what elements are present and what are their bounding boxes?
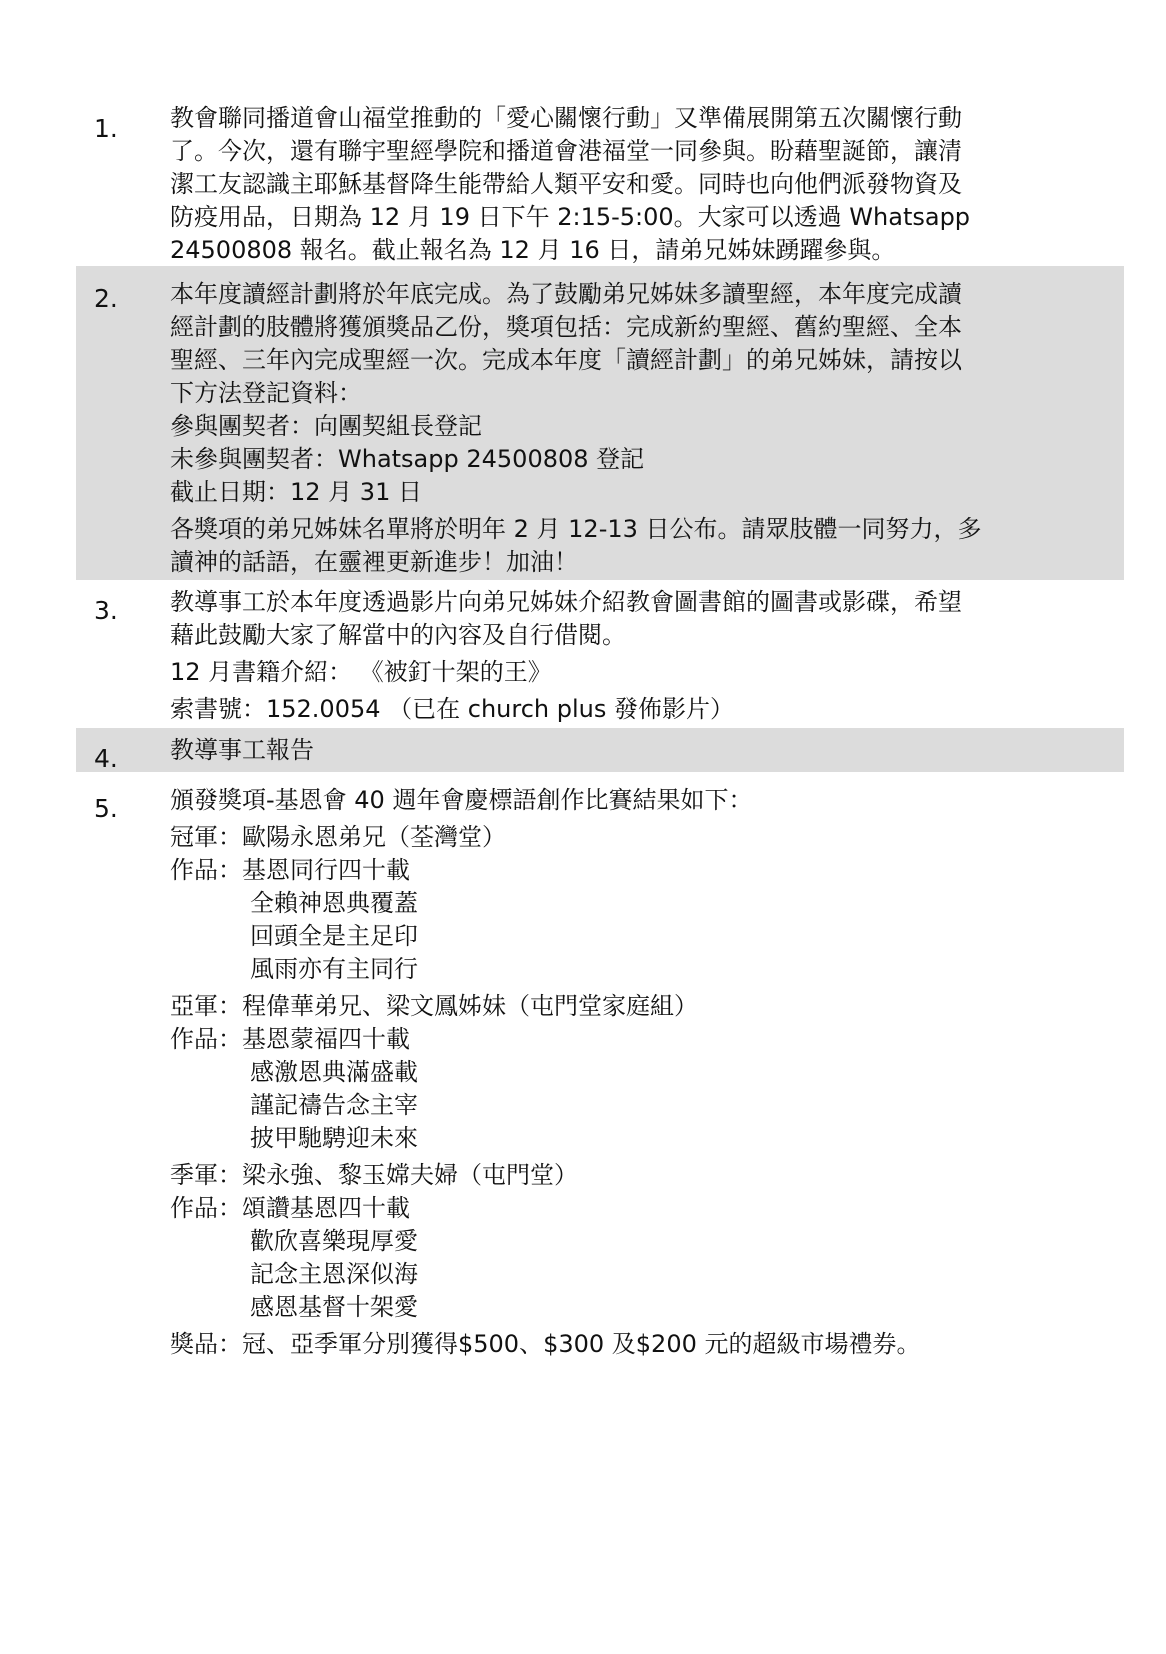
announcement-item-2 — [76, 266, 1124, 580]
item-number: 5. — [94, 794, 118, 823]
slogan-line: 感恩基督十架愛 — [250, 1293, 418, 1321]
text-line: 了。今次，還有聯宇聖經學院和播道會港福堂一同參與。盼藉聖誕節，讓清 — [170, 137, 962, 165]
winner-work-second — [170, 1023, 1110, 1056]
call-number-line: 索書號：152.0054 （已在 church plus 發佈影片） — [170, 695, 735, 723]
item-number: 4. — [94, 744, 118, 773]
announcement-item-3 — [76, 580, 1124, 728]
item-number: 2. — [94, 284, 118, 313]
prize-line: 獎品：冠、亞季軍分別獲得$500、$300 及$200 元的超級市場禮券。 — [170, 1330, 921, 1358]
text-line: 經計劃的肢體將獲頒獎品乙份，獎項包括：完成新約聖經、舊約聖經、全本 — [170, 313, 962, 341]
announcement-item-4 — [76, 728, 1124, 772]
item-body — [170, 784, 1110, 1361]
slogan-line: 披甲馳騁迎未來 — [250, 1124, 418, 1152]
slogan-line: 歡欣喜樂現厚愛 — [250, 1227, 418, 1255]
slogan-line: 謹記禱告念主宰 — [250, 1091, 418, 1119]
work-label: 作品： — [170, 1025, 242, 1053]
text-line: 下方法登記資料： — [170, 379, 362, 407]
slogan-line: 記念主恩深似海 — [250, 1260, 418, 1288]
slogan-line: 回頭全是主足印 — [250, 922, 418, 950]
winner-work-third — [170, 1192, 1110, 1225]
announcement-item-1 — [76, 102, 1124, 266]
text-line: 防疫用品，日期為 12 月 19 日下午 2:15-5:00。大家可以透過 Whatsapp — [170, 203, 971, 231]
item-number: 1. — [94, 114, 118, 143]
registration-line: 參與團契者：向團契組長登記 — [170, 412, 482, 440]
book-intro-line: 12 月書籍介紹： 《被釘十架的王》 — [170, 658, 552, 686]
text-line: 聖經、三年內完成聖經一次。完成本年度「讀經計劃」的弟兄姊妹，請按以 — [170, 346, 962, 374]
text-line: 藉此鼓勵大家了解當中的內容及自行借閱。 — [170, 621, 626, 649]
text-line: 本年度讀經計劃將於年底完成。為了鼓勵弟兄姊妹多讀聖經，本年度完成讀 — [170, 280, 962, 308]
item-body — [170, 586, 1110, 726]
registration-line: 未參與團契者：Whatsapp 24500808 登記 — [170, 445, 645, 473]
slogan-line: 風雨亦有主同行 — [250, 955, 418, 983]
work-label: 作品： — [170, 856, 242, 884]
winner-title-first: 冠軍：歐陽永恩弟兄（荃灣堂） — [170, 823, 506, 851]
closing-line: 各獎項的弟兄姊妹名單將於明年 2 月 12-13 日公布。請眾肢體一同努力，多 — [170, 515, 982, 543]
contest-intro: 頒發獎項-基恩會 40 週年會慶標語創作比賽結果如下： — [170, 786, 753, 814]
deadline-line: 截止日期：12 月 31 日 — [170, 478, 422, 506]
text-line: 教會聯同播道會山福堂推動的「愛心關懷行動」又準備展開第五次關懷行動 — [170, 104, 962, 132]
announcement-item-5 — [76, 784, 1124, 1374]
item-number: 3. — [94, 596, 118, 625]
slogan-line: 頌讚基恩四十載 — [242, 1194, 410, 1222]
item-body — [170, 278, 1110, 579]
work-label: 作品： — [170, 1194, 242, 1222]
item-body — [170, 102, 1110, 267]
winner-work-first — [170, 854, 1110, 887]
slogan-line: 感激恩典滿盛載 — [250, 1058, 418, 1086]
winner-title-second: 亞軍：程偉華弟兄、梁文鳳姊妹（屯門堂家庭組） — [170, 992, 698, 1020]
text-line: 24500808 報名。截止報名為 12 月 16 日，請弟兄姊妹踴躍參與。 — [170, 236, 896, 264]
closing-line: 讀神的話語，在靈裡更新進步！加油！ — [170, 548, 578, 576]
slogan-line: 基恩同行四十載 — [242, 856, 410, 884]
text-line: 教導事工報告 — [170, 736, 314, 764]
winner-title-third: 季軍：梁永強、黎玉嫦夫婦（屯門堂） — [170, 1161, 578, 1189]
slogan-line: 全賴神恩典覆蓋 — [250, 889, 418, 917]
text-line: 潔工友認識主耶穌基督降生能帶給人類平安和愛。同時也向他們派發物資及 — [170, 170, 962, 198]
item-body — [170, 734, 1110, 767]
slogan-line: 基恩蒙福四十載 — [242, 1025, 410, 1053]
text-line: 教導事工於本年度透過影片向弟兄姊妹介紹教會圖書館的圖書或影碟，希望 — [170, 588, 962, 616]
